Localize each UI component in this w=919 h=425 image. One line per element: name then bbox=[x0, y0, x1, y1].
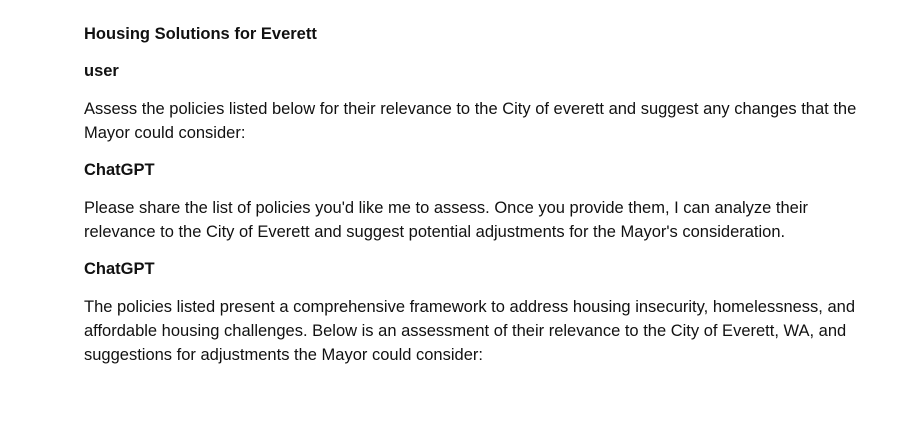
speaker-label-user: user bbox=[84, 62, 119, 80]
message-text-user: Assess the policies listed below for their relevance to the City of everett and suggest any changes that the Mayor could consider: bbox=[84, 100, 857, 142]
speaker-label-chatgpt-2: ChatGPT bbox=[84, 260, 155, 278]
message-text-chatgpt-1: Please share the list of policies you'd like me to assess. Once you provide them, I can analyze their relevance to the City of Everett and suggest potential adjustments for the Mayor's consideration. bbox=[84, 199, 809, 241]
message-text-chatgpt-2: The policies listed present a comprehensive framework to address housing insecurity, homelessness, and affordable housing challenges. Below is an assessment of their relevance to the City of Everett, WA, and suggestions for adjustments the Mayor could consider: bbox=[84, 298, 855, 364]
document-title: Housing Solutions for Everett bbox=[84, 25, 317, 43]
speaker-label-chatgpt-1: ChatGPT bbox=[84, 161, 155, 179]
